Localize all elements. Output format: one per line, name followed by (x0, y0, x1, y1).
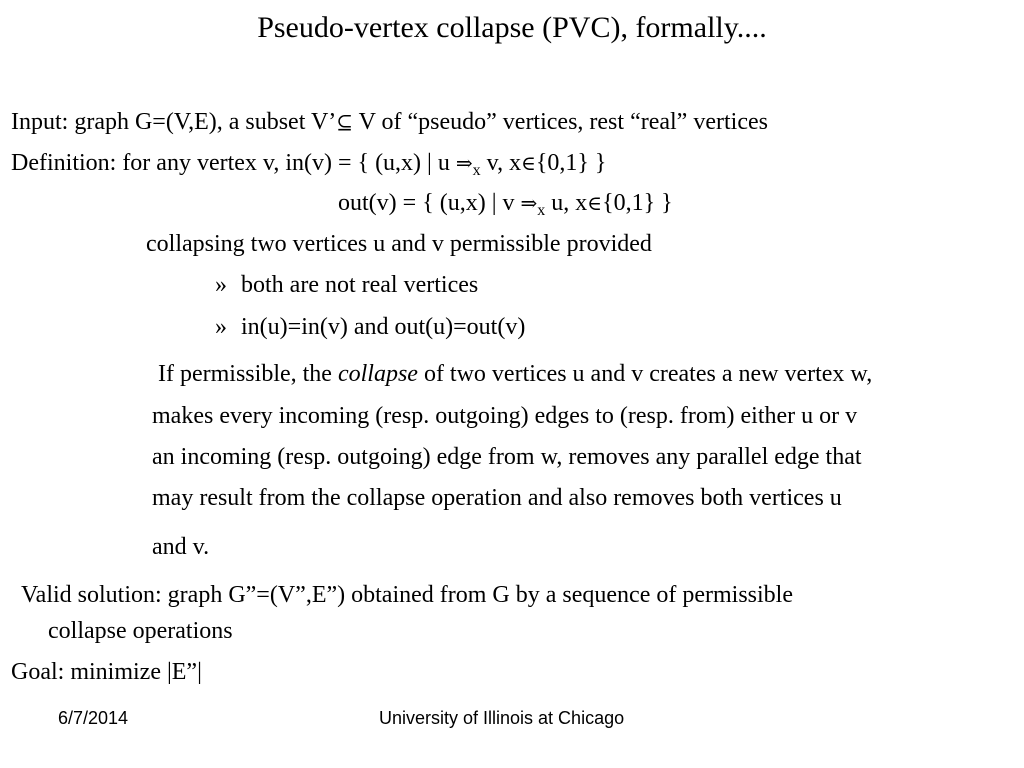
valid-solution-line: collapse operations (48, 618, 233, 644)
collapse-paragraph-line: makes every incoming (resp. outgoing) edges to (resp. from) either u or v (152, 403, 858, 429)
collapse-term: collapse (337, 361, 418, 387)
definition-in-middle: v, x (480, 150, 522, 176)
definition-out-end: {0,1} } (602, 190, 673, 216)
bullet-marker: » (215, 272, 227, 298)
input-line (11, 108, 768, 136)
input-text-end: V of “pseudo” vertices, rest “real” vertices (353, 109, 768, 135)
definition-out-line (338, 189, 673, 225)
subseteq-symbol: ⊆ (336, 110, 354, 134)
footer-date: 6/7/2014 (58, 708, 129, 728)
collapse-paragraph-line: an incoming (resp. outgoing) edge from w, removes any parallel edge that (152, 444, 862, 470)
collapse-paragraph-line: and v. (152, 534, 210, 560)
implies-arrow-symbol: ⇒ (455, 151, 473, 175)
condition-text: both are not real vertices (241, 272, 479, 298)
paragraph-text: of two vertices u and v creates a new vertex w, (417, 361, 873, 387)
input-text-start: Input: graph G=(V,E), a subset V’ (11, 109, 337, 135)
bullet-marker: » (215, 314, 227, 340)
definition-in-line (11, 149, 606, 185)
condition-item (215, 271, 478, 299)
arrow-subscript: x (537, 202, 546, 219)
condition-text: in(u)=in(v) and out(u)=out(v) (241, 314, 526, 340)
goal-line: Goal: minimize |E”| (11, 659, 202, 685)
paragraph-text: If permissible, the (158, 361, 338, 387)
slide-title: Pseudo-vertex collapse (PVC), formally.... (257, 11, 767, 44)
collapse-paragraph-line: may result from the collapse operation and also removes both vertices u (152, 485, 842, 511)
footer-institution: University of Illinois at Chicago (379, 708, 625, 728)
condition-item (215, 313, 525, 341)
collapsing-condition-intro: collapsing two vertices u and v permissible provided (146, 231, 652, 257)
collapse-paragraph-line (158, 360, 872, 388)
definition-out-middle: u, x (545, 190, 588, 216)
definition-in-start: Definition: for any vertex v, in(v) = { (u,x) | u (11, 150, 456, 176)
definition-in-end: {0,1} } (535, 150, 607, 176)
implies-arrow-symbol: ⇒ (520, 191, 538, 215)
definition-out-start: out(v) = { (u,x) | v (338, 190, 521, 216)
element-of-symbol: ∈ (587, 191, 603, 215)
valid-solution-line: Valid solution: graph G”=(V”,E”) obtained from G by a sequence of permissible (21, 582, 793, 608)
arrow-subscript: x (472, 162, 481, 179)
element-of-symbol: ∈ (521, 151, 536, 175)
